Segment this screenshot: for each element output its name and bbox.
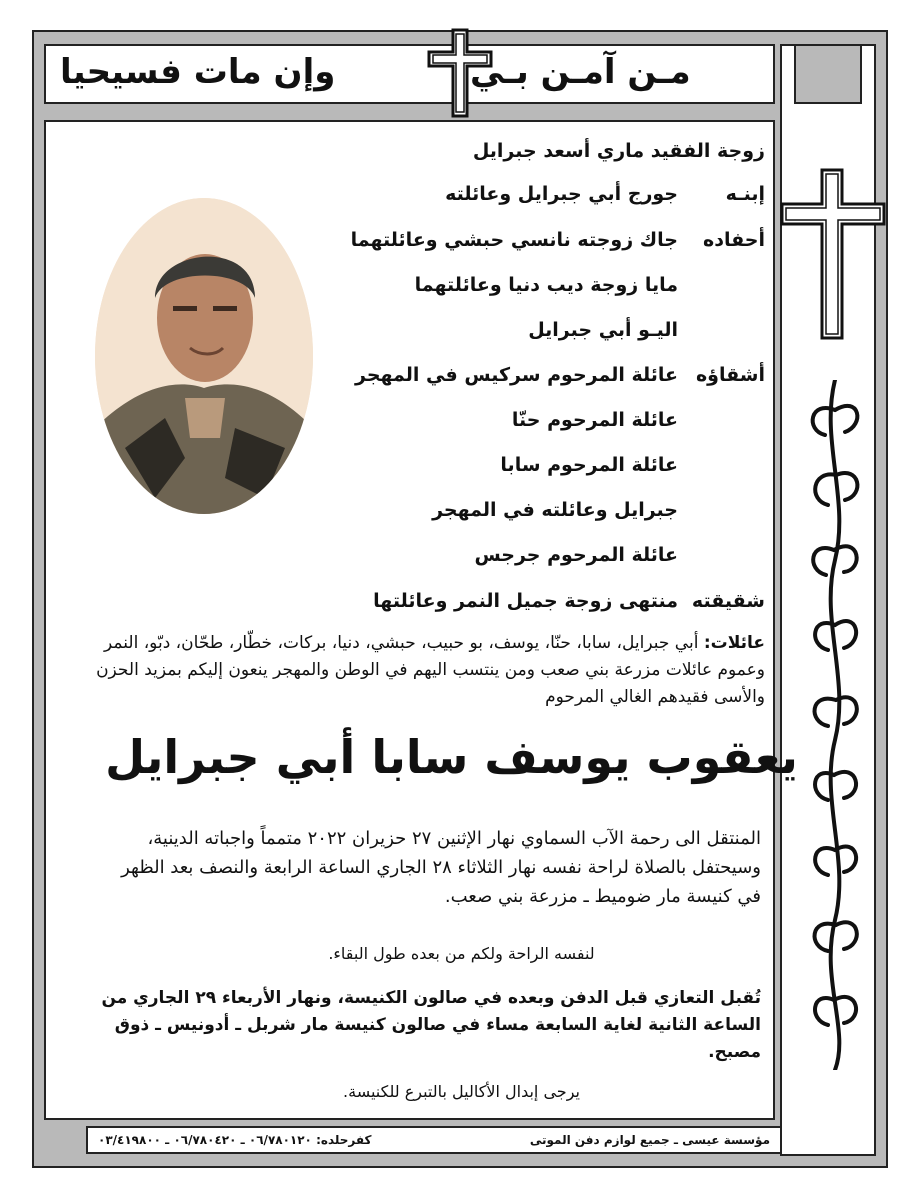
death-paragraph: المنتقل الى رحمة الآب السماوي نهار الإثنين ٢٧ حزيران ٢٠٢٢ متمماً واجباته الدينية، وسيحتفل بالصلاة لراحة نفسه نهار الثلاثاء ٢٨ الجاري الساعة الرابعة والنصف بعد الظهر في كنيسة مار ضوميط ـ مزرعة بني صعب. (121, 828, 761, 907)
header-verse-right: مـن آمـن بـي (470, 52, 691, 92)
brother-line: جبرايل وعائلته في المهجر (432, 499, 678, 521)
brother-line: عائلة المرحوم سابا (500, 454, 678, 476)
brother-line: عائلة المرحوم حنّا (511, 409, 678, 431)
condolences-paragraph: تُقبل التعازي قبل الدفن وبعده في صالون الكنيسة، ونهار الأربعاء ٢٩ الجاري من الساعة الثانية لغاية السابعة مساء في صالون كنيسة مار شربل ـ أدونيس ـ ذوق مصبح. (101, 988, 761, 1062)
families-label: عائلات: (703, 633, 765, 653)
footer-phones: كفرحلده: ٠٦/٧٨٠١٢٠ ـ ٠٦/٧٨٠٤٢٠ ـ ٠٣/٤١٩٨٠٠ (98, 1133, 372, 1147)
deceased-photo (95, 198, 313, 514)
son-label: إبنـه (725, 183, 765, 205)
grandchild-line: اليـو أبي جبرايل (528, 319, 678, 341)
footer-company: مؤسسة عيسى ـ جميع لوازم دفن الموتى (529, 1133, 770, 1147)
families-text: أبي جبرايل، سابا، حنّا، يوسف، بو حبيب، حبشي، دنيا، بركات، خطّار، طحّان، دبّو، النمر وعموم عائلات مزرعة بني صعب ومن ينتسب اليهم في الوطن والمهجر ينعون إليكم بمزيد الحزن والأسى فقيدهم الغالي المرحوم (96, 633, 765, 707)
footer-bar (86, 1126, 782, 1154)
brother-line: عائلة المرحوم سركيس في المهجر (355, 364, 678, 386)
brother-line: عائلة المرحوم جرجس (474, 544, 678, 566)
header-verse-left: وإن مات فسيحيا (60, 52, 336, 92)
portrait-image (95, 198, 313, 514)
families-paragraph (93, 630, 765, 711)
side-top-strip (794, 44, 862, 104)
son-line: جورج أبي جبرايل وعائلته (445, 183, 678, 205)
deceased-name: يعقوب يوسف سابا أبي جبرايل (105, 730, 798, 784)
grandchild-line: مايا زوجة ديب دنيا وعائلتهما (414, 274, 678, 296)
grandchild-line: جاك زوجته نانسي حبشي وعائلتهما (350, 229, 678, 251)
brothers-label: أشقاؤه (695, 364, 765, 386)
side-cross-icon (780, 168, 886, 340)
header-cross-icon (425, 28, 495, 118)
sister-label: شقيقته (691, 590, 765, 612)
prayer-line: لنفسه الراحة ولكم من بعده طول البقاء. (328, 944, 595, 963)
grandchildren-label: أحفاده (703, 229, 765, 251)
note-line: يرجى إبدال الأكاليل بالتبرع للكنيسة. (343, 1082, 580, 1101)
sister-line: منتهى زوجة جميل النمر وعائلتها (373, 590, 678, 612)
wife-line: زوجة الفقيد ماري أسعد جبرايل (472, 140, 765, 162)
